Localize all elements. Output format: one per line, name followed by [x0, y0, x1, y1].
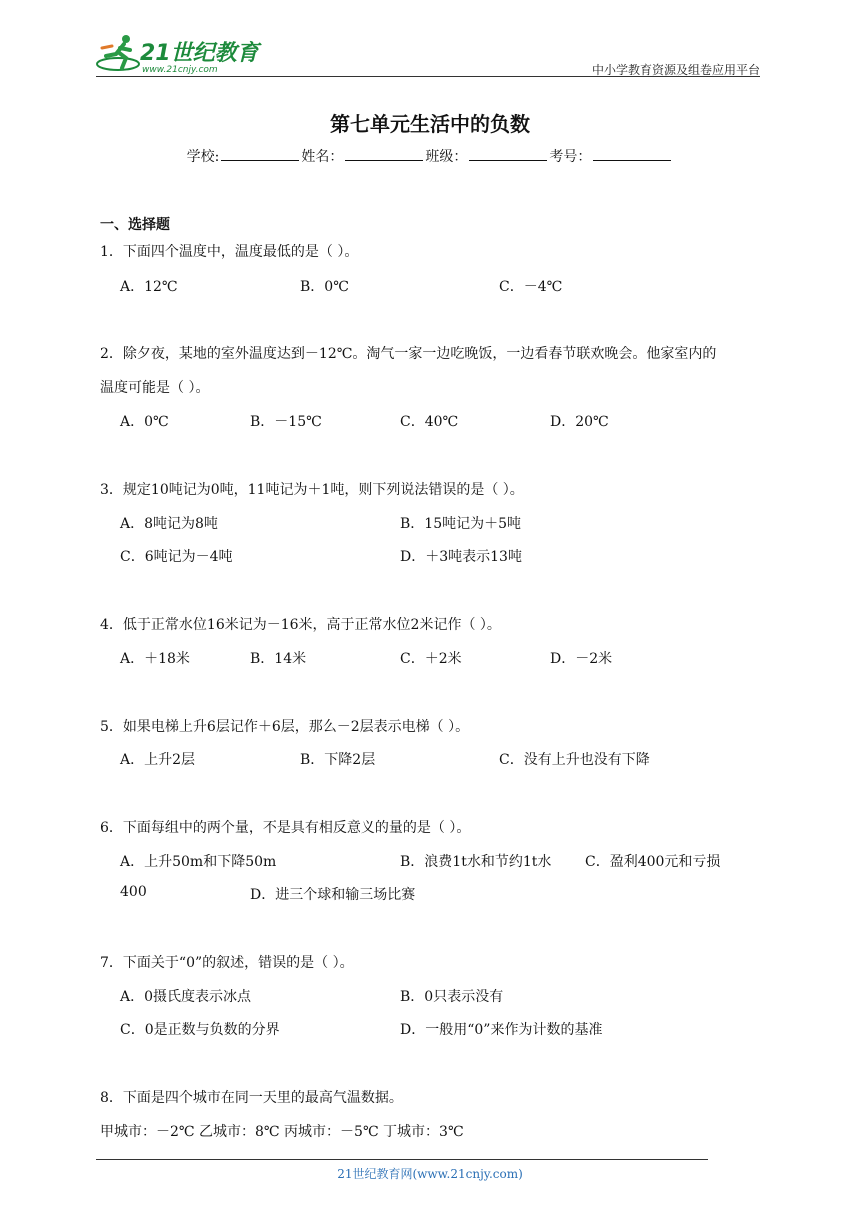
number-label: 考号：	[549, 149, 592, 165]
q1-option-a[interactable]: A．12℃	[120, 279, 178, 295]
footer-divider	[96, 1159, 708, 1160]
question-2-cont: 温度可能是（ ）。	[100, 380, 210, 396]
q7-option-c[interactable]: C．0是正数与负数的分界	[120, 1022, 280, 1038]
school-field[interactable]	[221, 146, 299, 161]
class-field[interactable]	[469, 146, 547, 161]
q2-option-b[interactable]: B．－15℃	[250, 414, 322, 430]
q2-option-c[interactable]: C．40℃	[400, 414, 459, 430]
runner-icon	[96, 32, 142, 76]
student-info	[0, 146, 860, 166]
q3-option-d[interactable]: D．＋3吨表示13吨	[400, 549, 522, 565]
question-7: 7．下面关于“0”的叙述，错误的是（ ）。	[100, 955, 354, 971]
question-3: 3．规定10吨记为0吨，11吨记为＋1吨，则下列说法错误的是（ ）。	[100, 482, 524, 498]
name-label: 姓名：	[301, 149, 344, 165]
q6-option-d[interactable]: D．进三个球和输三场比赛	[250, 887, 416, 903]
q7-option-b[interactable]: B．0只表示没有	[400, 989, 504, 1005]
school-label: 学校:	[186, 149, 220, 165]
q3-option-b[interactable]: B．15吨记为＋5吨	[400, 516, 522, 532]
footer-link[interactable]: 21世纪教育网(www.21cnjy.com)	[337, 1167, 523, 1181]
q7-option-d[interactable]: D．一般用“0”来作为计数的基准	[400, 1022, 603, 1038]
question-2: 2．除夕夜，某地的室外温度达到－12℃。淘气一家一边吃晚饭，一边看春节联欢晚会。他家室内的	[100, 346, 717, 362]
q5-option-b[interactable]: B．下降2层	[300, 752, 376, 768]
q3-option-c[interactable]: C．6吨记为－4吨	[120, 549, 233, 565]
header-divider	[96, 76, 760, 77]
question-6: 6．下面每组中的两个量，不是具有相反意义的量的是（ ）。	[100, 820, 471, 836]
question-8: 8．下面是四个城市在同一天里的最高气温数据。	[100, 1090, 403, 1106]
page-header	[96, 26, 760, 78]
q4-option-b[interactable]: B．14米	[250, 651, 307, 667]
q2-option-d[interactable]: D．20℃	[550, 414, 609, 430]
question-1: 1．下面四个温度中，温度最低的是（ ）。	[100, 244, 359, 260]
q1-option-c[interactable]: C．－4℃	[499, 279, 563, 295]
q7-option-a[interactable]: A．0摄氏度表示冰点	[120, 989, 252, 1005]
logo	[96, 32, 266, 78]
logo-text: 21世纪教育	[140, 41, 259, 66]
q4-option-d[interactable]: D．－2米	[550, 651, 613, 667]
question-8-data: 甲城市：－2℃ 乙城市：8℃ 丙城市：－5℃ 丁城市：3℃	[100, 1124, 464, 1140]
platform-name: 中小学教育资源及组卷应用平台	[591, 63, 760, 77]
q6-option-b[interactable]: B．浪费1t水和节约1t水	[400, 854, 552, 870]
q5-option-a[interactable]: A．上升2层	[120, 752, 196, 768]
q4-option-c[interactable]: C．＋2米	[400, 651, 462, 667]
q1-option-b[interactable]: B．0℃	[300, 279, 349, 295]
question-4: 4．低于正常水位16米记为－16米，高于正常水位2米记作（ ）。	[100, 617, 501, 633]
q2-option-a[interactable]: A．0℃	[120, 414, 169, 430]
name-field[interactable]	[345, 146, 423, 161]
class-label: 班级：	[425, 149, 468, 165]
page-title: 第七单元生活中的负数	[330, 112, 530, 136]
number-field[interactable]	[593, 146, 671, 161]
question-5: 5．如果电梯上升6层记作＋6层，那么－2层表示电梯（ ）。	[100, 719, 470, 735]
q6-option-a[interactable]: A．上升50m和下降50m	[120, 854, 277, 870]
section-heading: 一、选择题	[100, 217, 170, 233]
q6-option-c-cont[interactable]: 400	[120, 884, 147, 900]
q6-option-c[interactable]: C．盈利400元和亏损	[585, 854, 721, 870]
q3-option-a[interactable]: A．8吨记为8吨	[120, 516, 218, 532]
q5-option-c[interactable]: C．没有上升也没有下降	[499, 752, 650, 768]
q4-option-a[interactable]: A．＋18米	[120, 651, 190, 667]
logo-url: www.21cnjy.com	[142, 65, 218, 75]
